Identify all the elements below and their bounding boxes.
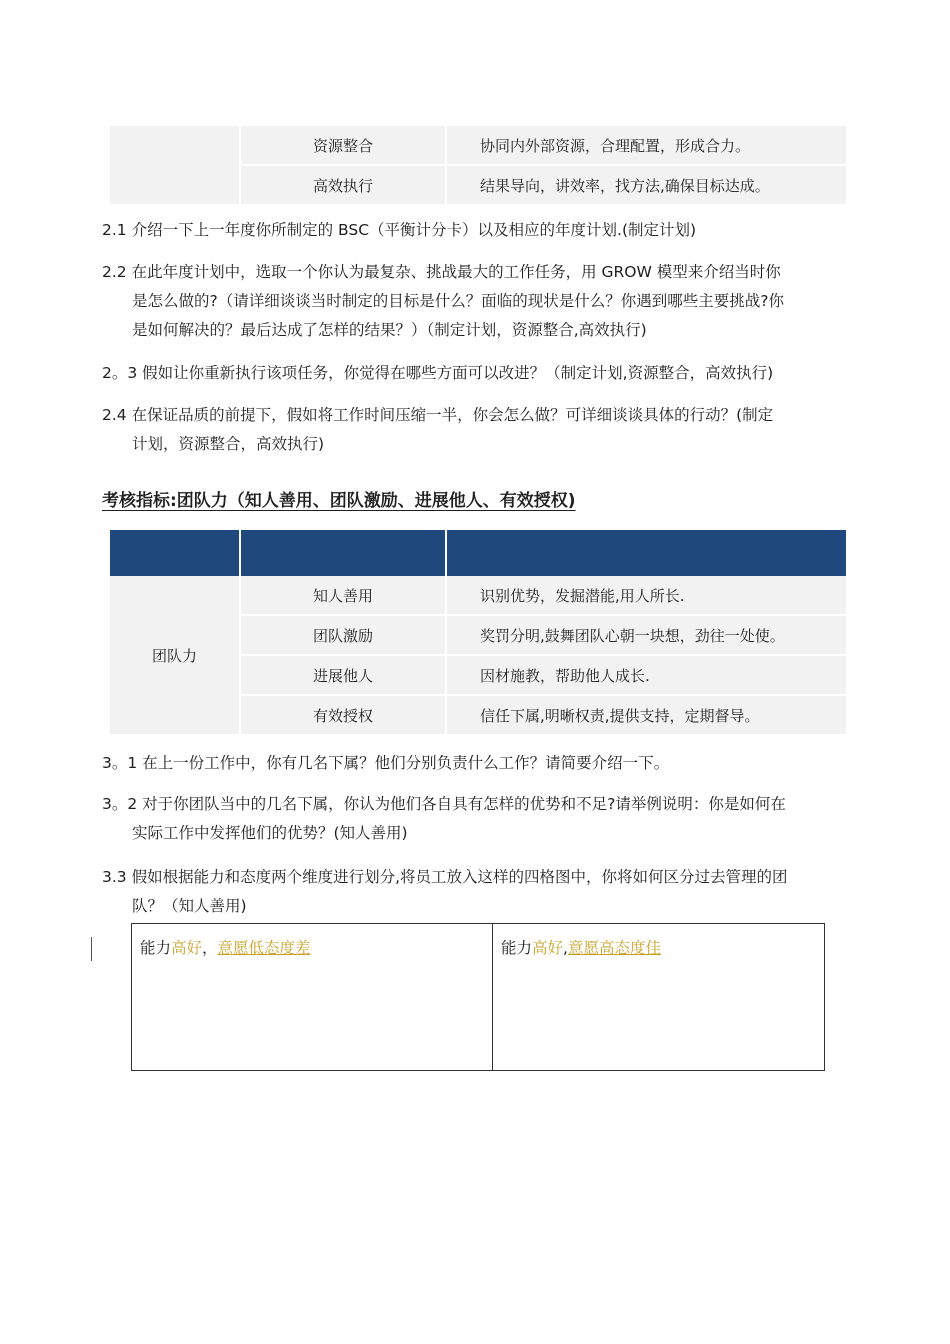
section-heading: 考核指标:团队力（知人善用、团队激励、进展他人、有效授权): [102, 491, 576, 511]
separator-text: ,: [563, 939, 568, 957]
question-line: 3。1 在上一份工作中，你有几名下属？他们分别负责什么工作？请简要介绍一下。: [102, 754, 670, 772]
header-cell: [110, 530, 241, 576]
quadrant-cell-high-ability-high-willingness[interactable]: [493, 924, 824, 1070]
quadrant-cell-high-ability-low-willingness[interactable]: [132, 924, 493, 1070]
sub-item-cell: 知人善用: [241, 576, 447, 616]
quadrant-label-prefix: 能力: [140, 939, 172, 957]
question-2-1: [102, 216, 847, 245]
highlighted-text: 高好: [171, 939, 203, 957]
separator-text: ，: [202, 939, 218, 957]
highlighted-text: 高好: [532, 939, 564, 957]
description-cell: 结果导向，讲效率，找方法,确保目标达成。: [447, 166, 846, 204]
highlighted-text: 意愿低态度差: [217, 939, 311, 957]
question-2-2: [102, 258, 847, 345]
sub-item-cell: 资源整合: [241, 126, 447, 166]
question-line: 3。2 对于你团队当中的几名下属，你认为他们各自具有怎样的优势和不足?请举例说明：你是如何在: [102, 795, 786, 813]
description-cell: 识别优势，发掘潜能,用人所长.: [447, 576, 846, 616]
quadrant-label-prefix: 能力: [501, 939, 533, 957]
table-row: [110, 576, 846, 616]
question-line: 2.4 在保证品质的前提下，假如将工作时间压缩一半，你会怎么做？可详细谈谈具体的行动？(制定: [102, 406, 774, 424]
question-line: 2。3 假如让你重新执行该项任务，你觉得在哪些方面可以改进？（制定计划,资源整合，高效执行): [102, 364, 774, 382]
sub-item-cell: 有效授权: [241, 696, 447, 734]
team-competency-table: [110, 530, 846, 734]
question-line: 计划，资源整合，高效执行): [132, 435, 325, 453]
category-cell: [110, 126, 241, 204]
description-cell: 信任下属,明晰权责,提供支持，定期督导。: [447, 696, 846, 734]
question-3-2: [102, 790, 847, 848]
highlighted-text: 意愿高态度佳: [567, 939, 661, 957]
table-header-row: [110, 530, 846, 576]
header-cell: [447, 530, 846, 576]
sub-item-cell: 团队激励: [241, 616, 447, 656]
question-3-3: [102, 863, 847, 921]
category-cell: 团队力: [110, 576, 241, 734]
description-cell: 协同内外部资源，合理配置，形成合力。: [447, 126, 846, 166]
question-line: 是怎么做的?（请详细谈谈当时制定的目标是什么？面临的现状是什么？你遇到哪些主要挑战?你: [132, 292, 784, 310]
quadrant-grid: [131, 923, 825, 1071]
description-cell: 因材施教，帮助他人成长.: [447, 656, 846, 696]
question-2-3: [102, 359, 847, 388]
question-line: 2.1 介绍一下上一年度你所制定的 BSC（平衡计分卡）以及相应的年度计划.(制定计划): [102, 221, 697, 239]
question-line: 3.3 假如根据能力和态度两个维度进行划分,将员工放入这样的四格图中，你将如何区分过去管理的团: [102, 868, 788, 886]
table-row: [110, 126, 846, 166]
question-2-4: [102, 401, 847, 459]
sub-item-cell: 进展他人: [241, 656, 447, 696]
question-line: 2.2 在此年度计划中，选取一个你认为最复杂、挑战最大的工作任务，用 GROW 模型来介绍当时你: [102, 263, 781, 281]
header-cell: [241, 530, 447, 576]
description-cell: 奖罚分明,鼓舞团队心朝一块想，劲往一处使。: [447, 616, 846, 656]
question-line: 实际工作中发挥他们的优势？(知人善用): [132, 824, 408, 842]
text-cursor: [91, 937, 92, 961]
question-line: 是如何解决的？最后达成了怎样的结果？）（制定计划，资源整合,高效执行): [132, 321, 647, 339]
question-3-1: [102, 749, 847, 778]
sub-item-cell: 高效执行: [241, 166, 447, 204]
competency-table-continued: [110, 126, 846, 204]
question-line: 队？（知人善用): [132, 897, 247, 915]
